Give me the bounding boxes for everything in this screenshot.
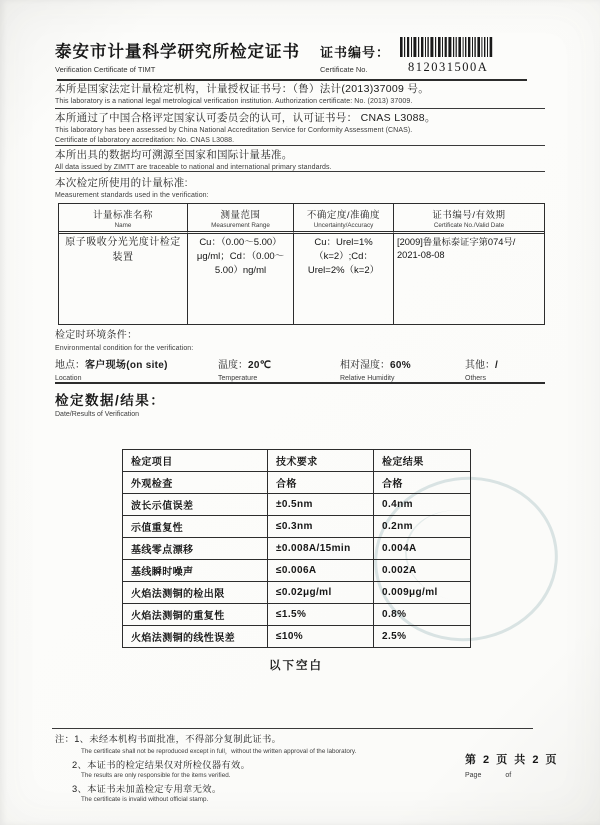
cert-no-label-cn: 证书编号：	[320, 45, 391, 60]
results-col-header: 检定项目	[123, 450, 268, 472]
env-label-en: Temperature	[218, 375, 258, 382]
table-row	[123, 560, 471, 582]
result-cell: 0.2nm	[374, 516, 471, 538]
result-cell: 0.8%	[374, 604, 471, 626]
item-cell: 火焰法测铜的检出限	[123, 582, 268, 604]
cert-no-label	[320, 42, 390, 74]
standard-name-cell: 原子吸收分光光度计检定装置	[59, 234, 188, 324]
note-label: 注：	[55, 734, 75, 744]
results-table	[122, 449, 471, 648]
result-cell: 0.009μg/ml	[374, 582, 471, 604]
statement-en: All data issued by ZIMTT are traceable to national and international primary standards.	[55, 164, 332, 172]
standards-col-header: 计量标准名称 Name	[59, 204, 188, 234]
table-row	[123, 472, 471, 494]
cert-no-label-en: Certificate No.	[320, 65, 368, 74]
result-cell: 0.004A	[374, 538, 471, 560]
page-title-en: Verification Certificate of TIMT	[55, 65, 156, 74]
requirement-cell: ≤10%	[268, 626, 374, 648]
divider-rule	[55, 145, 545, 146]
item-cell: 基线零点漂移	[123, 538, 268, 560]
env-label: 其他：	[465, 360, 495, 371]
statement-cn: 本所通过了中国合格评定国家认可委员会的认可，认可证书号： CNAS L3088。	[55, 112, 436, 124]
footer-note-1: 注：1、未经本机构书面批准，不得部分复制此证书。	[55, 734, 282, 744]
standards-table	[58, 203, 545, 325]
env-humidity	[340, 356, 411, 382]
requirement-cell: ≤0.006A	[268, 560, 374, 582]
result-cell: 0.002A	[374, 560, 471, 582]
env-label-en: Location	[55, 375, 82, 382]
results-heading-cn: 检定数据/结果：	[55, 393, 166, 408]
env-location	[55, 356, 168, 382]
standards-section-heading	[55, 177, 545, 201]
statement-cn: 本所是国家法定计量检定机构，计量授权证书号：（鲁）法计(2013)37009 号。	[55, 83, 430, 95]
footer-note-2-en: The results are only responsible for the items verified.	[81, 772, 231, 779]
results-col-header: 技术要求	[268, 450, 374, 472]
environment-heading	[55, 330, 193, 353]
table-row	[123, 582, 471, 604]
standard-range-cell: Cu：（0.00～5.00）μg/ml；Cd：（0.00～5.00）ng/ml	[188, 234, 294, 324]
results-col-header: 检定结果	[374, 450, 471, 472]
item-cell: 火焰法测铜的线性误差	[123, 626, 268, 648]
result-cell: 合格	[374, 472, 471, 494]
env-value: 60%	[390, 360, 411, 371]
requirement-cell: ≤0.3nm	[268, 516, 374, 538]
environment-heading-en: Environmental condition for the verification:	[55, 344, 194, 352]
page-number-cn: 第 2 页 共 2 页	[465, 754, 559, 766]
env-label-en: Relative Humidity	[340, 375, 395, 382]
standards-col-header: 证书编号/有效期 Certificate No./Valid Date	[394, 204, 544, 234]
footer-note-1-en: The certificate shall not be reproduced except in full，without the written approval of the laboratory.	[81, 748, 357, 755]
result-cell: 0.4nm	[374, 494, 471, 516]
footer-note-2: 2、本证书的检定结果仅对所检仪器有效。	[72, 760, 251, 770]
env-value: /	[495, 360, 499, 371]
requirement-cell: ≤1.5%	[268, 604, 374, 626]
result-cell: 2.5%	[374, 626, 471, 648]
requirement-cell: ≤0.02μg/ml	[268, 582, 374, 604]
blank-below-note: 以下空白	[269, 660, 323, 672]
page-title: 泰安市计量科学研究所检定证书	[55, 43, 300, 61]
table-row	[123, 604, 471, 626]
table-row	[123, 626, 471, 648]
env-value: 客户现场(on site)	[85, 360, 168, 371]
statement-en: This laboratory is a national legal metrological verification institution. Authorization certificate: No. (2013) 37009.	[55, 98, 413, 106]
header-rule	[57, 79, 527, 81]
footer-rule	[52, 728, 533, 729]
standards-col-header: 测量范围 Measurement Range	[188, 204, 294, 234]
results-heading	[55, 389, 165, 418]
certificate-header	[55, 38, 300, 74]
heading-en: Measurement standards used in the verification:	[55, 192, 209, 200]
table-row	[123, 494, 471, 516]
page-number	[465, 751, 559, 779]
statement-en: This laboratory has been assessed by China National Accreditation Service for Conformity Assessment (CNAS).	[55, 127, 413, 135]
item-cell: 火焰法测铜的重复性	[123, 604, 268, 626]
item-cell: 外观检查	[123, 472, 268, 494]
env-others	[465, 356, 498, 382]
item-cell: 波长示值误差	[123, 494, 268, 516]
table-row	[123, 516, 471, 538]
heading-cn: 本次检定所使用的计量标准:	[55, 177, 188, 189]
statement-en: Certificate of laboratory accreditation: No. CNAS L3088.	[55, 136, 235, 144]
item-cell: 基线瞬时噪声	[123, 560, 268, 582]
standard-certificate-cell: [2009]鲁量标泰证字第074号/ 2021-08-08	[397, 237, 516, 261]
standard-uncertainty-cell: Cu：Urel=1%（k=2）;Cd：Urel=2%（k=2）	[294, 234, 394, 324]
item-cell: 示值重复性	[123, 516, 268, 538]
env-value: 20℃	[248, 360, 272, 371]
cert-no-value: 812031500A	[408, 60, 489, 74]
environment-rule	[55, 382, 545, 384]
results-header-row	[123, 450, 471, 472]
env-label: 相对湿度：	[340, 360, 390, 371]
statement-cn: 本所出具的数据均可溯源至国家和国际计量基准。	[55, 149, 293, 161]
footer-notes	[55, 731, 455, 805]
divider-rule	[55, 108, 545, 109]
statement-traceability	[55, 149, 545, 173]
table-row	[123, 538, 471, 560]
env-label: 温度：	[218, 360, 248, 371]
footer-note-3-en: The certificate is invalid without official stamp.	[81, 796, 209, 803]
of-label-en: of	[505, 772, 512, 779]
env-temperature	[218, 356, 271, 382]
divider-rule	[55, 171, 545, 172]
statement-cnas	[55, 112, 545, 145]
footer-note-3: 3、本证书未加盖检定专用章无效。	[72, 784, 222, 794]
requirement-cell: ±0.5nm	[268, 494, 374, 516]
environment-heading-cn: 检定时环境条件：	[55, 330, 138, 341]
env-label-en: Others	[465, 375, 487, 382]
requirement-cell: 合格	[268, 472, 374, 494]
requirement-cell: ±0.008A/15min	[268, 538, 374, 560]
results-heading-en: Date/Results of Verification	[55, 411, 140, 418]
page-label-en: Page	[465, 772, 482, 779]
env-label: 地点：	[55, 360, 85, 371]
barcode	[400, 37, 494, 57]
statement-authorization	[55, 83, 545, 107]
standards-col-header: 不确定度/准确度 Uncertainty/Accuracy	[294, 204, 394, 234]
